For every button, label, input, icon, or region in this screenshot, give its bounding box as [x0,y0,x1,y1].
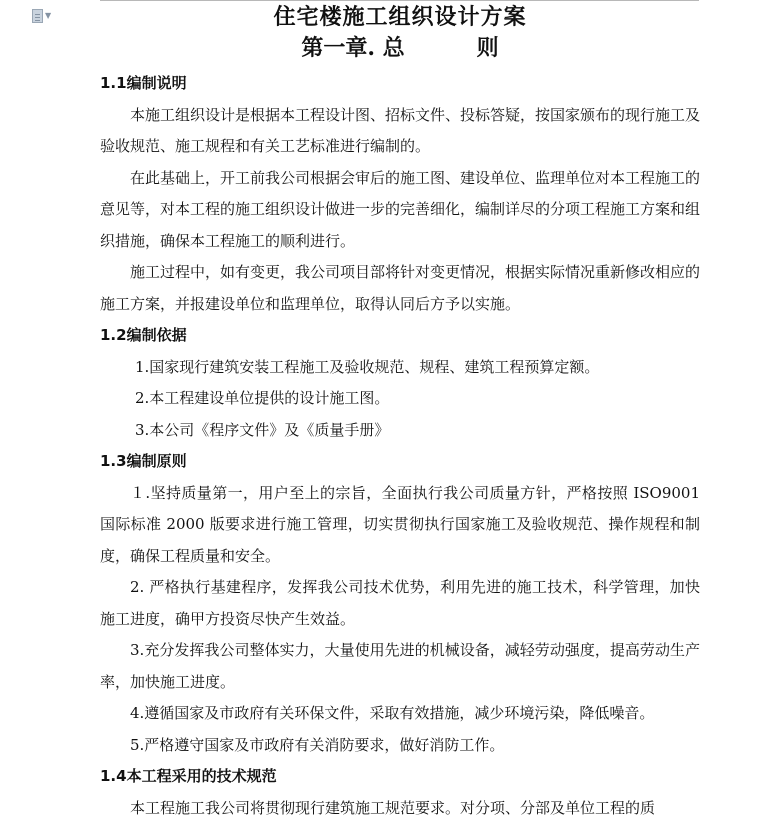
paragraph: 本工程施工我公司将贯彻现行建筑施工规范要求。对分项、分部及单位工程的质 [130,798,656,817]
document-icon[interactable] [32,8,58,24]
paragraph: 5.严格遵守国家及市政府有关消防要求，做好消防工作。 [130,735,505,754]
chapter-heading [100,32,700,64]
document-title: 住宅楼施工组织设计方案 [273,4,527,30]
paragraph: 本施工组织设计是根据本工程设计图、招标文件、投标答疑，按国家颁布的现行施工及验收规范、施工规程和有关工艺标准进行编制的。 [100,105,701,155]
list-item: 1.国家现行建筑安装工程施工及验收规范、规程、建筑工程预算定额。 [135,357,600,376]
document-body [100,2,700,824]
paragraph: 2. 严格执行基建程序，发挥我公司技术优势，利用先进的施工技术，科学管理，加快施工进度，确甲方投资尽快产生效益。 [100,578,700,628]
paragraph: 3.充分发挥我公司整体实力，大量使用先进的机械设备，减轻劳动强度，提高劳动生产率，加快施工进度。 [100,641,700,691]
chapter-label: 第一章. 总 [301,35,405,61]
list-item: 3.本公司《程序文件》及《质量手册》 [135,420,390,439]
paragraph: 施工过程中，如有变更，我公司项目部将针对变更情况，根据实际情况重新修改相应的施工方案，并报建设单位和监理单位，取得认同后方予以实施。 [100,263,701,313]
section-heading: 1.2编制依据 [100,326,187,344]
paragraph: １.坚持质量第一，用户至上的宗旨，全面执行我公司质量方针，严格按照 ISO9001 国际标准 2000 版要求进行施工管理，切实贯彻执行国家施工及验收规范、操作规程和制度，确保工程质量和安全。 [100,483,700,565]
list-item: 2.本工程建设单位提供的设计施工图。 [135,389,390,407]
document-page-icon [32,9,43,23]
paragraph: 4.遵循国家及市政府有关环保文件，采取有效措施，减少环境污染，降低噪音。 [130,704,655,722]
section-heading: 1.4本工程采用的技术规范 [100,767,277,785]
section-heading: 1.1编制说明 [100,74,187,92]
paragraph: 在此基础上，开工前我公司根据会审后的施工图、建设单位、监理单位对本工程施工的意见等，对本工程的施工组织设计做进一步的完善细化，编制详尽的分项工程施工方案和组织措施，确保本工程施工的顺利进行。 [100,168,701,250]
section-heading: 1.3编制原则 [100,452,187,470]
page-top-border [100,0,699,1]
chevron-down-icon: ▼ [45,11,52,20]
chapter-suffix: 则 [476,35,499,61]
